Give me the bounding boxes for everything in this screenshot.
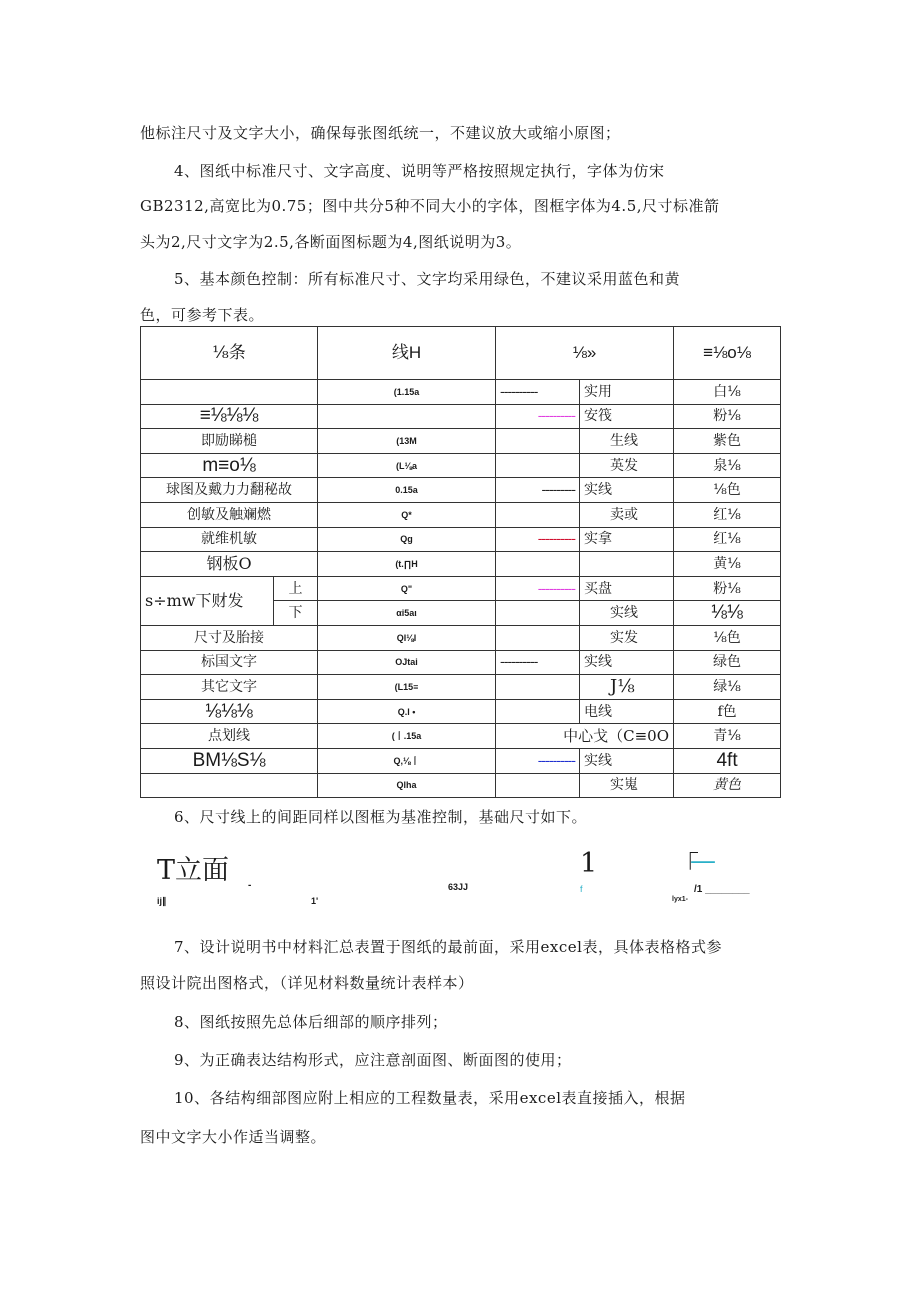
sample-tick-left: - xyxy=(248,880,252,891)
row-color: 泉⅛ xyxy=(674,453,781,478)
row-line-type: J⅛ xyxy=(580,675,674,700)
row-dash-line: ---------- xyxy=(496,527,580,552)
row-name: 其它文字 xyxy=(141,675,318,700)
para-4-line-2: GB2312,高宽比为0.75；图中共分5种不同大小的字体，图框字体为4.5,尺寸标准箭 xyxy=(140,197,720,215)
row-name: s÷mw下财发 xyxy=(141,576,274,625)
row-width: (丨.15a xyxy=(318,724,496,749)
table-row xyxy=(141,675,781,700)
row-line-type xyxy=(580,552,674,577)
row-dash-line: ---------- xyxy=(496,748,580,773)
table-row xyxy=(141,748,781,773)
header-color: ≡⅛o⅛ xyxy=(674,327,781,380)
row-width: (t.∏H xyxy=(318,552,496,577)
header-line-width: 线H xyxy=(318,327,496,380)
table-row xyxy=(141,773,781,798)
row-name: 标国文字 xyxy=(141,650,318,675)
para-6: 6、尺寸线上的间距同样以图框为基准控制，基础尺寸如下。 xyxy=(174,808,588,826)
row-line-type: 卖或 xyxy=(580,502,674,527)
row-sub-lower: 下 xyxy=(274,601,318,626)
row-dash-line: --------- xyxy=(496,478,580,503)
para-8: 8、图纸按照先总体后细部的顺序排列； xyxy=(174,1013,448,1031)
row-name: ≡⅛⅛⅛ xyxy=(141,404,318,429)
table-row xyxy=(141,625,781,650)
row-line-type: 实发 xyxy=(580,625,674,650)
table-row xyxy=(141,453,781,478)
row-dash-line xyxy=(496,453,580,478)
row-line-type: 安筏 xyxy=(580,404,674,429)
header-line-type: ⅛» xyxy=(496,327,674,380)
row-dash-line xyxy=(496,601,580,626)
row-dash-line xyxy=(496,773,580,798)
row-width: Qlha xyxy=(318,773,496,798)
row-color: f色 xyxy=(674,699,781,724)
row-width: Q" xyxy=(318,576,496,601)
row-color: 青⅛ xyxy=(674,724,781,749)
row-color: 紫色 xyxy=(674,429,781,454)
row-line-type: 中心戈（C≡0O xyxy=(496,724,674,749)
row-name: 创敏及触斓燃 xyxy=(141,502,318,527)
row-line-type: 实线 xyxy=(580,478,674,503)
row-dash-line: ---------- xyxy=(496,650,580,675)
sample-bracket-dash: — xyxy=(690,846,716,876)
row-name xyxy=(141,773,318,798)
row-name: BM⅛S⅛ xyxy=(141,748,318,773)
table-header-row xyxy=(141,327,781,380)
sample-label-right-2: /1 ________ xyxy=(694,884,750,895)
row-line-type: 实线 xyxy=(580,601,674,626)
sample-label-f: f xyxy=(580,884,583,894)
row-color: 红⅛ xyxy=(674,527,781,552)
row-width: Ql⅛l xyxy=(318,625,496,650)
para-4-line-1: 4、图纸中标准尺寸、文字高度、说明等严格按照规定执行，字体为仿宋 xyxy=(174,162,665,180)
row-line-type: 实嵬 xyxy=(580,773,674,798)
row-color: 绿色 xyxy=(674,650,781,675)
row-width: (1.15a xyxy=(318,380,496,405)
row-color: ⅛色 xyxy=(674,625,781,650)
row-color: 绿⅛ xyxy=(674,675,781,700)
sample-label-one-small: 1' xyxy=(311,896,319,906)
row-width: (L15≡ xyxy=(318,675,496,700)
row-color: 红⅛ xyxy=(674,502,781,527)
row-color: 白⅛ xyxy=(674,380,781,405)
row-dash-line xyxy=(496,552,580,577)
para-9: 9、为正确表达结构形式，应注意剖面图、断面图的使用； xyxy=(174,1051,572,1069)
sample-dimension-text: 63JJ xyxy=(448,882,469,892)
row-name: 点划线 xyxy=(141,724,318,749)
row-width: (L⅛a xyxy=(318,453,496,478)
row-dash-line xyxy=(496,625,580,650)
table-row xyxy=(141,527,781,552)
table-row xyxy=(141,429,781,454)
table-row xyxy=(141,502,781,527)
color-control-table xyxy=(140,326,781,798)
row-line-type: 实用 xyxy=(580,380,674,405)
row-width: OJtai xyxy=(318,650,496,675)
sample-number-one: 1 xyxy=(580,848,598,879)
row-line-type: 英发 xyxy=(580,453,674,478)
sample-label-left: ij∥ xyxy=(157,896,167,906)
row-dash-line xyxy=(496,429,580,454)
row-name: 就维机敏 xyxy=(141,527,318,552)
table-row xyxy=(141,380,781,405)
row-width: (13M xyxy=(318,429,496,454)
row-name: 钢板O xyxy=(141,552,318,577)
row-name: ⅛⅛⅛ xyxy=(141,699,318,724)
row-dash-line xyxy=(496,699,580,724)
row-line-type: 实线 xyxy=(580,748,674,773)
row-color: 黄⅛ xyxy=(674,552,781,577)
row-width: Q,⅛丨 xyxy=(318,748,496,773)
para-7-line-2: 照设计院出图格式，（详见材料数量统计表样本） xyxy=(140,974,474,992)
row-name: 球图及戴力力翻秘故 xyxy=(141,478,318,503)
row-line-type: 生线 xyxy=(580,429,674,454)
row-line-type: 实拿 xyxy=(580,527,674,552)
row-dash-line: ---------- xyxy=(496,404,580,429)
row-width: Q.l • xyxy=(318,699,496,724)
row-line-type: 买盘 xyxy=(580,576,674,601)
table-row xyxy=(141,650,781,675)
row-width: Qg xyxy=(318,527,496,552)
table-row xyxy=(141,552,781,577)
table-row xyxy=(141,724,781,749)
row-line-type: 电线 xyxy=(580,699,674,724)
table-row xyxy=(141,576,781,601)
table-row xyxy=(141,699,781,724)
para-10-line-1: 10、各结构细部图应附上相应的工程数量表，采用excel表直接插入，根据 xyxy=(174,1089,686,1107)
row-color: ⅛色 xyxy=(674,478,781,503)
row-name xyxy=(141,380,318,405)
sample-title: T立面 xyxy=(157,855,230,886)
para-1-line-1: 他标注尺寸及文字大小，确保每张图纸统一，不建议放大或缩小原图； xyxy=(140,124,621,142)
table-row xyxy=(141,404,781,429)
row-width: Q* xyxy=(318,502,496,527)
row-color: 粉⅛ xyxy=(674,576,781,601)
table-row xyxy=(141,478,781,503)
para-5-line-1: 5、基本颜色控制：所有标准尺寸、文字均采用绿色，不建议采用蓝色和黄 xyxy=(174,270,681,288)
row-color: ⅛⅛ xyxy=(674,601,781,626)
row-color: 粉⅛ xyxy=(674,404,781,429)
row-width: αi5aι xyxy=(318,601,496,626)
para-10-line-2: 图中文字大小作适当调整。 xyxy=(140,1128,327,1146)
row-name: 即励睇槌 xyxy=(141,429,318,454)
row-color: 黄色 xyxy=(674,773,781,798)
row-dash-line xyxy=(496,502,580,527)
row-width: 0.15a xyxy=(318,478,496,503)
header-line-name: ⅛条 xyxy=(141,327,318,380)
row-color: 4ft xyxy=(674,748,781,773)
para-7-line-1: 7、设计说明书中材料汇总表置于图纸的最前面，采用excel表，具体表格格式参 xyxy=(174,938,722,956)
row-name: m≡o⅛ xyxy=(141,453,318,478)
row-dash-line: ---------- xyxy=(496,380,580,405)
row-dash-line xyxy=(496,675,580,700)
para-5-line-2: 色，可参考下表。 xyxy=(140,306,265,324)
row-dash-line: ---------- xyxy=(496,576,580,601)
row-line-type: 实线 xyxy=(580,650,674,675)
para-4-line-3: 头为2,尺寸文字为2.5,各断面图标题为4,图纸说明为3。 xyxy=(140,233,522,251)
sample-label-right: lyx1- xyxy=(672,896,688,903)
row-width xyxy=(318,404,496,429)
row-name: 尺寸及胎接 xyxy=(141,625,318,650)
row-sub-upper: 上 xyxy=(274,576,318,601)
sample-bracket-mark: 「 xyxy=(672,851,699,882)
